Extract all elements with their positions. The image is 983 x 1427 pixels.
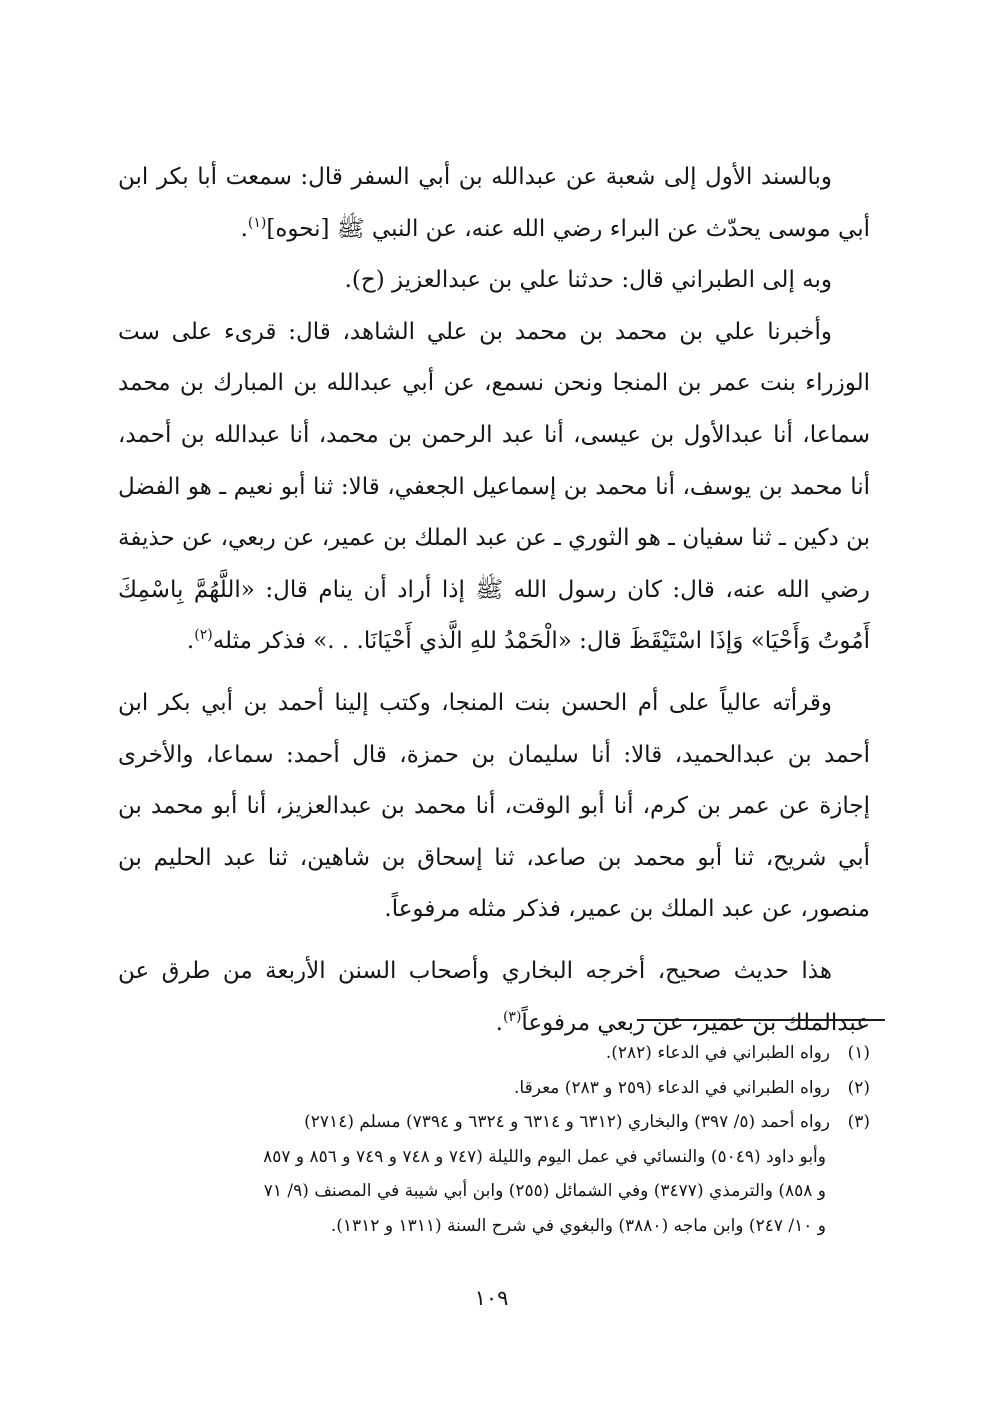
paragraph-5-text: هذا حديث صحيح، أخرجه البخاري وأصحاب السنن الأربعة من طرق عن عبدالملك بن عمير، عن ربعي مرفوعاً	[118, 957, 870, 1036]
footnote-text: رواه الطبراني في الدعاء (٢٨٢).	[605, 1043, 830, 1063]
footnote-text: رواه أحمد (٥/ ٣٩٧) والبخاري (٦٣١٢ و ٦٣١٤ و ٦٣٢٤ و ٧٣٩٤) مسلم (٢٧١٤)	[304, 1112, 830, 1132]
page-number: ١٠٩	[474, 1286, 509, 1310]
paragraph-3-tail: .	[186, 628, 195, 655]
footnote-number: (١)	[847, 1043, 870, 1063]
footnote-number: (٣)	[847, 1112, 870, 1132]
footnote-number: (٢)	[847, 1077, 870, 1098]
paragraph-3-text: وأخبرنا علي بن محمد بن محمد بن علي الشاهد، قال: قرىء على ست الوزراء بنت عمر بن المنجا ونحن نسمع، عن أبي عبدالله بن المبارك بن محمد سماعا، أنا عبدالأول بن عيسى، أنا عبد الرحمن بن محمد، أنا عبدالله بن أحمد، أنا محمد بن يوسف، أنا محمد بن إسماعيل الجعفي، قالا: ثنا أبو نعيم ـ هو الفضل بن دكين ـ ثنا سفيان ـ هو الثوري ـ عن عبد الملك بن عمير، عن ربعي، عن حذيفة رضي الله عنه، قال: كان رسول الله ﷺ إذا أراد أن ينام قال: «اللَّهُمَّ بِاسْمِكَ أَمُوتُ وَأَحْيَا» وَإذَا اسْتَيْقَظَ قال: «الْحَمْدُ للهِ الَّذي أَحْيَانَا. . .» فذكر مثله	[118, 318, 871, 655]
footnote-3-line-2: وأبو داود (٥٠٤٩) والنسائي في عمل اليوم والليلة (٧٤٧ و ٧٤٨ و ٧٤٩ و ٨٥٦ و ٨٥٧	[263, 1146, 826, 1167]
footnotes	[118, 1036, 870, 1243]
footnote-1	[118, 1036, 870, 1071]
footnote-2	[118, 1071, 870, 1106]
paragraph-5-tail: .	[495, 1009, 503, 1036]
footnote-3-line-3: و ٨٥٨) والترمذي (٣٤٧٧) وفي الشمائل (٢٥٥) وابن أبي شيبة في المصنف (٩/ ٧١	[263, 1181, 826, 1201]
main-text	[118, 152, 870, 1049]
footnote-text: رواه الطبراني في الدعاء (٢٥٩ و ٢٨٣) معرقا.	[514, 1077, 830, 1098]
footnote-ref-3[interactable]: (٣)	[502, 1008, 522, 1025]
footnote-3	[118, 1105, 870, 1140]
paragraph-4: وقرأته عالياً على أم الحسن بنت المنجا، وكتب إلينا أحمد بن أبي بكر ابن أحمد بن عبدالحميد، قالا: أنا سليمان بن حمزة، قال أحمد: سماعا، والأخرى إجازة عن عمر بن كرم، أنا أبو الوقت، أنا محمد بن عبدالعزيز، أنا أبو محمد بن أبي شريح، ثنا أبو محمد بن صاعد، ثنا إسحاق بن شاهين، ثنا عبد الحليم بن منصور، عن عبد الملك بن عمير، فذكر مثله مرفوعاً.	[118, 689, 870, 923]
paragraph-1	[118, 152, 870, 255]
paragraph-2: وبه إلى الطبراني قال: حدثنا علي بن عبدالعزيز (ح).	[344, 267, 832, 294]
footnote-3-line-4: و ١٠/ ٢٤٧) وابن ماجه (٣٨٨٠) والبغوي في شرح السنة (١٣١١ و ١٣١٢).	[330, 1215, 826, 1236]
footnote-separator	[637, 1019, 885, 1021]
paragraph-1-tail: .	[240, 215, 248, 242]
footnote-ref-2[interactable]: (٢)	[194, 627, 213, 644]
paragraph-3	[118, 307, 870, 668]
paragraph-5	[118, 946, 870, 1049]
paragraph-1-text: وبالسند الأول إلى شعبة عن عبدالله بن أبي السفر قال: سمعت أبا بكر ابن أبي موسى يحدّث عن البراء رضي الله عنه، عن النبي ﷺ [نحوه]	[118, 164, 870, 242]
footnote-ref-1[interactable]: (١)	[247, 214, 267, 231]
